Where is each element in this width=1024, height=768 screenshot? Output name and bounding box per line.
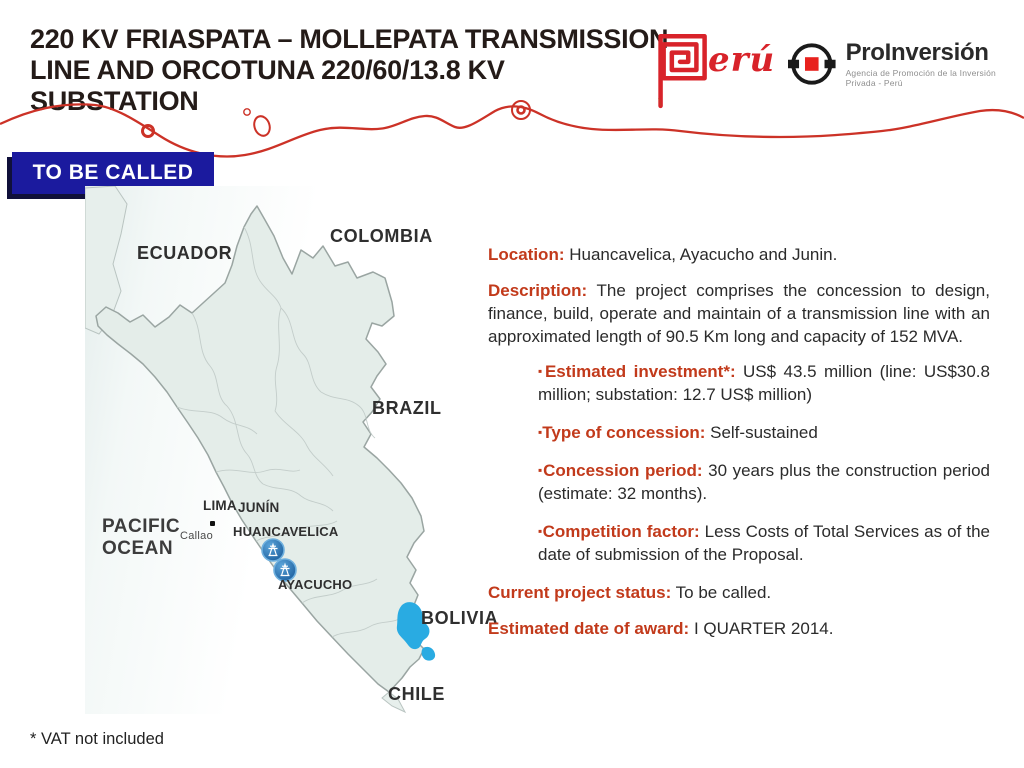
peru-map — [85, 186, 515, 714]
project-details — [488, 243, 990, 653]
map-label-pacific-2: OCEAN — [102, 538, 174, 559]
status-badge-label: TO BE CALLED — [32, 161, 194, 184]
proinversion-tagline: Agencia de Promoción de la Inversión Privada - Perú — [845, 67, 996, 88]
map-label-ecuador: ECUADOR — [137, 243, 233, 263]
location-text: Huancavelica, Ayacucho and Junin. — [569, 245, 838, 264]
wave-oval — [252, 114, 272, 138]
vat-footnote: * VAT not included — [30, 730, 164, 748]
map-label-callao: Callao — [180, 530, 213, 542]
wave-tiny-circle — [244, 109, 250, 115]
description-text: The project comprises the concession to design, finance, build, operate and maintain of a transmission line with an approximated length of 90.5 Km long and capacity of 152 MVA. — [488, 281, 990, 346]
proinversion-globe-icon — [788, 36, 836, 92]
status-text: To be called. — [675, 583, 772, 602]
bullet-icon: ▪ — [538, 425, 543, 439]
bullet-estimated-investment — [538, 360, 990, 406]
estimated-investment-label: Estimated investment*: — [544, 362, 736, 381]
bullet-competition-factor — [538, 520, 990, 566]
award-text: I QUARTER 2014. — [693, 619, 834, 638]
concession-period-text: 30 years plus the construction period (estimate: 32 months). — [538, 461, 991, 503]
competition-factor-label: Competition factor: — [542, 522, 700, 541]
marker-huancavelica — [262, 539, 284, 561]
type-of-concession-label: Type of concession: — [542, 423, 706, 442]
map-label-junin: JUNÍN — [238, 500, 280, 515]
location-label: Location: — [488, 245, 565, 264]
wave-target-inner — [518, 107, 525, 114]
title-line-2: LINE AND ORCOTUNA 220/60/13.8 KV SUBSTATION — [30, 55, 505, 116]
estimated-investment-text: US$ 43.5 million (line: US$30.8 million; substation: 12.7 US$ million) — [538, 362, 990, 404]
bullet-icon: ▪ — [538, 364, 545, 378]
award-line — [488, 617, 990, 640]
bullet-type-of-concession — [538, 421, 990, 444]
map-label-bolivia: BOLIVIA — [421, 608, 499, 628]
proinversion-name: ProInversión — [845, 38, 989, 66]
status-line — [488, 581, 990, 604]
proinversion-text — [845, 38, 1024, 88]
status-label: Current project status: — [488, 583, 672, 602]
map-label-colombia: COLOMBIA — [330, 226, 433, 246]
bullet-concession-period — [538, 459, 990, 505]
peru-map-graphic — [85, 186, 515, 714]
location-line — [488, 243, 990, 266]
bullet-icon: ▪ — [538, 463, 544, 477]
lima-city-dot — [210, 521, 215, 526]
proinversion-logo — [788, 36, 1024, 92]
map-label-pacific-1: PACIFIC — [102, 516, 181, 537]
map-label-chile: CHILE — [388, 684, 445, 704]
description-label: Description: — [488, 281, 588, 300]
award-label: Estimated date of award: — [488, 619, 690, 638]
map-label-huancavelica: HUANCAVELICA — [233, 524, 339, 539]
peru-shape — [96, 206, 424, 692]
bullet-icon: ▪ — [538, 524, 543, 538]
concession-period-label: Concession period: — [543, 461, 703, 480]
type-of-concession-text: Self-sustained — [710, 423, 818, 442]
competition-factor-text: Less Costs of Total Services as of the date of submission of the Proposal. — [538, 522, 990, 564]
map-label-ayacucho: AYACUCHO — [278, 577, 353, 592]
peru-logo-script: erú — [708, 40, 776, 80]
title-line-1: 220 KV FRIASPATA – MOLLEPATA TRANSMISSION — [30, 24, 669, 54]
map-label-brazil: BRAZIL — [372, 398, 442, 418]
wave-target-outer — [512, 101, 530, 119]
map-label-lima: LIMA — [203, 498, 237, 513]
description-line — [488, 279, 990, 348]
lake-titicaca-south — [422, 647, 436, 661]
